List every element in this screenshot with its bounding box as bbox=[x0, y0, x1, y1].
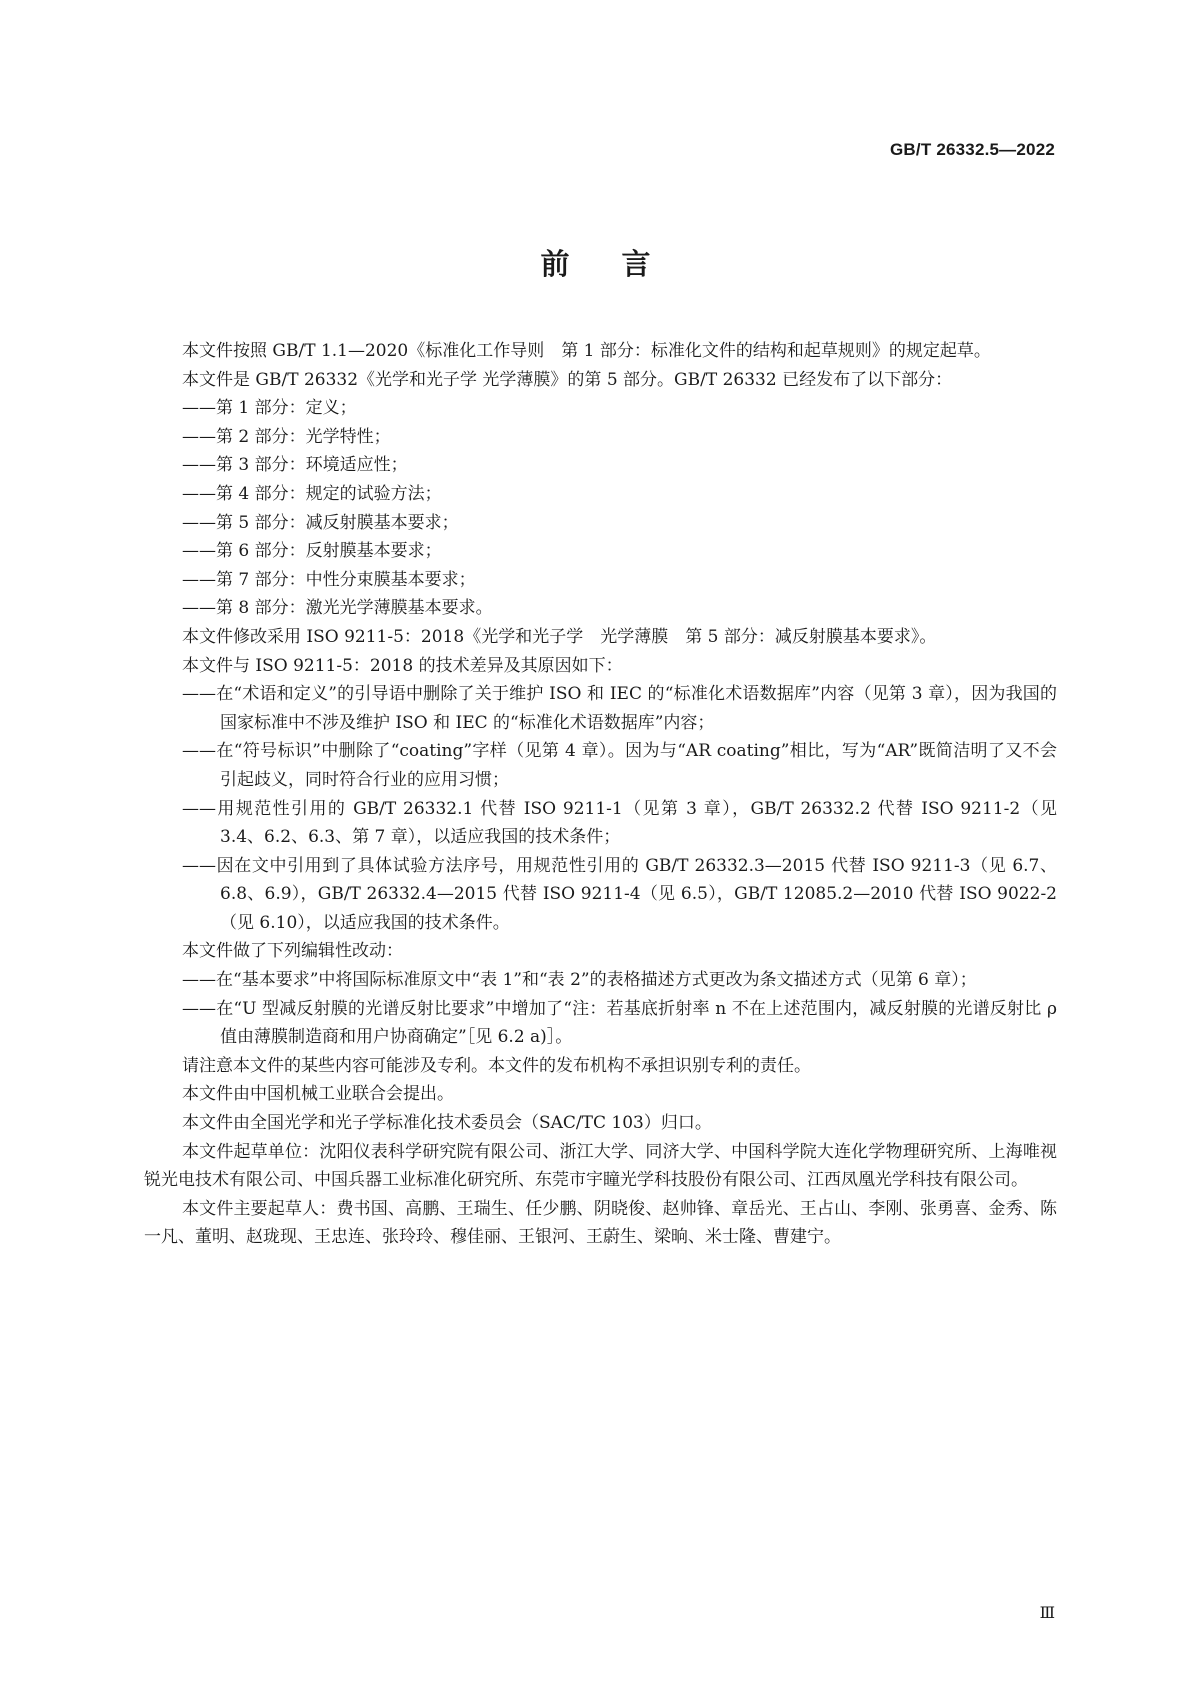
list-item-difference: ——用规范性引用的 GB/T 26332.1 代替 ISO 9211-1（见第 3 章），GB/T 26332.2 代替 ISO 9211-2（见 3.4、6.2、6.3、第 7 章），以适应我国的技术条件； bbox=[182, 798, 1057, 848]
paragraph-differences-intro: 本文件与 ISO 9211-5：2018 的技术差异及其原因如下： bbox=[182, 655, 623, 676]
list-item-editorial: ——在“U 型减反射膜的光谱反射比要求”中增加了“注：若基底折射率 n 不在上述范围内，减反射膜的光谱反射比 ρ 值由薄膜制造商和用户协商确定”［见 6.2 a)］。 bbox=[182, 998, 1057, 1048]
standard-number: GB/T 26332.5—2022 bbox=[890, 140, 1055, 159]
paragraph-editorial-intro: 本文件做了下列编辑性改动： bbox=[182, 941, 403, 962]
foreword-body bbox=[144, 337, 1057, 1252]
list-item-difference: ——因在文中引用到了具体试验方法序号，用规范性引用的 GB/T 26332.3—2015 代替 ISO 9211-3（见 6.7、6.8、6.9），GB/T 26332.4—2015 代替 ISO 9211-4（见 6.5），GB/T 12085.2—2010 代替 ISO 9022-2（见 6.10），以适应我国的技术条件。 bbox=[182, 855, 1057, 933]
page-number: Ⅲ bbox=[1039, 1603, 1055, 1622]
list-item-part: ——第 2 部分：光学特性； bbox=[182, 426, 391, 447]
list-item-part: ——第 6 部分：反射膜基本要求； bbox=[182, 541, 442, 562]
paragraph-proposed-by: 本文件由中国机械工业联合会提出。 bbox=[182, 1084, 454, 1105]
paragraph-adoption: 本文件修改采用 ISO 9211-5：2018《光学和光子学 光学薄膜 第 5 部分：减反射膜基本要求》。 bbox=[182, 626, 937, 647]
paragraph-patent-notice: 请注意本文件的某些内容可能涉及专利。本文件的发布机构不承担识别专利的责任。 bbox=[182, 1055, 811, 1076]
list-item-difference: ——在“术语和定义”的引导语中删除了关于维护 ISO 和 IEC 的“标准化术语数据库”内容（见第 3 章），因为我国的国家标准中不涉及维护 ISO 和 IEC 的“标准化术语数据库”内容； bbox=[182, 684, 1057, 733]
paragraph-drafters: 本文件主要起草人：费书国、高鹏、王瑞生、任少鹏、阴晓俊、赵帅锋、章岳光、王占山、李刚、张勇喜、金秀、陈一凡、董明、赵珑现、王忠连、张玲玲、穆佳丽、王银河、王蔚生、梁晌、米士隆、曹建宁。 bbox=[144, 1198, 1057, 1248]
list-item-difference: ——在“符号标识”中删除了“coating”字样（见第 4 章）。因为与“AR coating”相比，写为“AR”既简洁明了又不会引起歧义，同时符合行业的应用习惯； bbox=[182, 741, 1057, 790]
list-item-part: ——第 8 部分：激光光学薄膜基本要求。 bbox=[182, 598, 493, 619]
list-item-part: ——第 3 部分：环境适应性； bbox=[182, 455, 408, 476]
paragraph-drafting-rules: 本文件按照 GB/T 1.1—2020《标准化工作导则 第 1 部分：标准化文件的结构和起草规则》的规定起草。 bbox=[182, 341, 991, 361]
list-item-part: ——第 7 部分：中性分束膜基本要求； bbox=[182, 569, 476, 590]
paragraph-drafting-units: 本文件起草单位：沈阳仪表科学研究院有限公司、浙江大学、同济大学、中国科学院大连化学物理研究所、上海唯视锐光电技术有限公司、中国兵器工业标准化研究所、东莞市宇瞳光学科技股份有限公司、江西凤凰光学科技有限公司。 bbox=[144, 1141, 1057, 1191]
paragraph-part-intro: 本文件是 GB/T 26332《光学和光子学 光学薄膜》的第 5 部分。GB/T 26332 已经发布了以下部分： bbox=[182, 369, 953, 390]
list-item-part: ——第 5 部分：减反射膜基本要求； bbox=[182, 512, 459, 533]
paragraph-under-jurisdiction: 本文件由全国光学和光子学标准化技术委员会（SAC/TC 103）归口。 bbox=[182, 1113, 712, 1134]
list-item-editorial: ——在“基本要求”中将国际标准原文中“表 1”和“表 2”的表格描述方式更改为条文描述方式（见第 6 章）； bbox=[182, 970, 977, 991]
list-item-part: ——第 1 部分：定义； bbox=[182, 398, 357, 419]
page-title: 前言 bbox=[540, 247, 703, 281]
list-item-part: ——第 4 部分：规定的试验方法； bbox=[182, 483, 442, 504]
